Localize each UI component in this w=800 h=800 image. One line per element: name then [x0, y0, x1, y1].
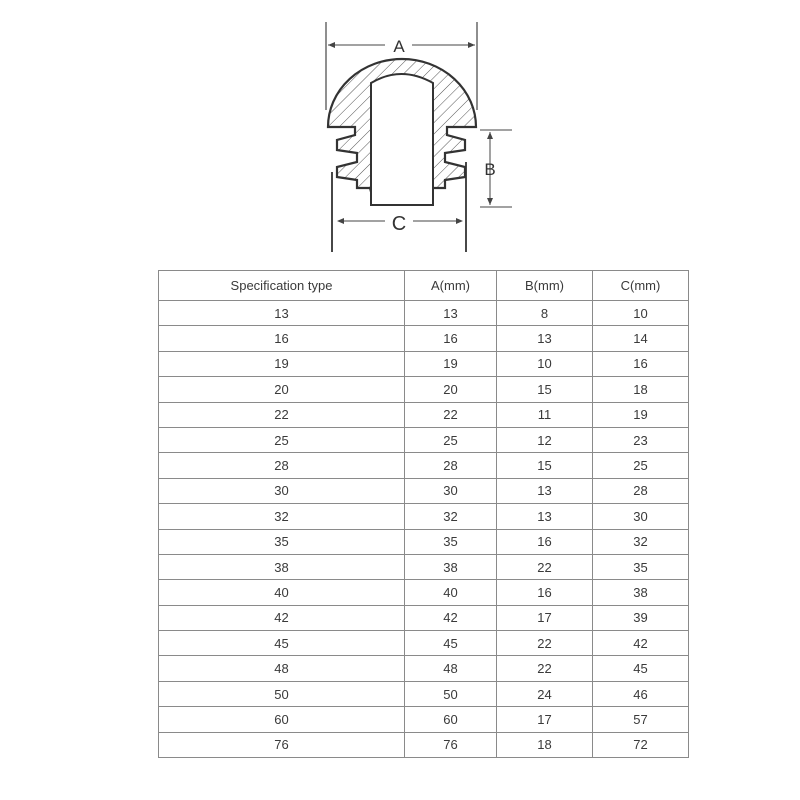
cell-spec-type: 30	[159, 478, 405, 503]
table-row	[159, 351, 689, 376]
cell-b-mm: 11	[497, 402, 593, 427]
cell-c-mm: 19	[593, 402, 689, 427]
table-row	[159, 707, 689, 732]
cell-b-mm: 17	[497, 707, 593, 732]
cell-spec-type: 38	[159, 554, 405, 579]
cell-spec-type: 42	[159, 605, 405, 630]
cell-a-mm: 40	[405, 580, 497, 605]
cell-a-mm: 45	[405, 631, 497, 656]
cell-spec-type: 19	[159, 351, 405, 376]
cell-c-mm: 23	[593, 427, 689, 452]
cell-spec-type: 32	[159, 504, 405, 529]
cell-spec-type: 40	[159, 580, 405, 605]
table-row	[159, 656, 689, 681]
cell-spec-type: 45	[159, 631, 405, 656]
cell-a-mm: 22	[405, 402, 497, 427]
dim-b-label: B	[484, 160, 496, 179]
table-row	[159, 326, 689, 351]
cell-a-mm: 42	[405, 605, 497, 630]
table-row	[159, 732, 689, 757]
specification-table	[158, 270, 689, 758]
table-row	[159, 681, 689, 706]
cell-spec-type: 76	[159, 732, 405, 757]
cell-spec-type: 48	[159, 656, 405, 681]
table-row	[159, 377, 689, 402]
cell-spec-type: 35	[159, 529, 405, 554]
cell-b-mm: 22	[497, 554, 593, 579]
table-row	[159, 580, 689, 605]
table-row	[159, 554, 689, 579]
table-header-row	[159, 271, 689, 301]
cell-c-mm: 42	[593, 631, 689, 656]
cell-a-mm: 19	[405, 351, 497, 376]
header-b-mm: B(mm)	[497, 271, 593, 301]
table-row	[159, 631, 689, 656]
cell-c-mm: 28	[593, 478, 689, 503]
header-spec-type: Specification type	[159, 271, 405, 301]
cell-c-mm: 39	[593, 605, 689, 630]
cell-b-mm: 8	[497, 301, 593, 326]
cell-a-mm: 13	[405, 301, 497, 326]
cell-spec-type: 13	[159, 301, 405, 326]
cell-b-mm: 16	[497, 529, 593, 554]
cell-a-mm: 38	[405, 554, 497, 579]
cell-c-mm: 18	[593, 377, 689, 402]
cell-c-mm: 45	[593, 656, 689, 681]
cell-spec-type: 25	[159, 427, 405, 452]
cell-c-mm: 25	[593, 453, 689, 478]
cell-a-mm: 30	[405, 478, 497, 503]
cell-spec-type: 22	[159, 402, 405, 427]
cell-spec-type: 50	[159, 681, 405, 706]
table-row	[159, 529, 689, 554]
cell-b-mm: 13	[497, 478, 593, 503]
cell-a-mm: 16	[405, 326, 497, 351]
cell-b-mm: 12	[497, 427, 593, 452]
cell-b-mm: 17	[497, 605, 593, 630]
cell-b-mm: 13	[497, 326, 593, 351]
cell-b-mm: 24	[497, 681, 593, 706]
table-row	[159, 402, 689, 427]
table-row	[159, 301, 689, 326]
cell-c-mm: 14	[593, 326, 689, 351]
header-a-mm: A(mm)	[405, 271, 497, 301]
cell-c-mm: 30	[593, 504, 689, 529]
cell-b-mm: 10	[497, 351, 593, 376]
header-c-mm: C(mm)	[593, 271, 689, 301]
cell-c-mm: 72	[593, 732, 689, 757]
cell-a-mm: 60	[405, 707, 497, 732]
cell-a-mm: 32	[405, 504, 497, 529]
cell-b-mm: 22	[497, 631, 593, 656]
cell-b-mm: 15	[497, 377, 593, 402]
end-cap-drawing-icon	[310, 20, 520, 260]
cell-a-mm: 48	[405, 656, 497, 681]
cell-b-mm: 13	[497, 504, 593, 529]
cell-spec-type: 60	[159, 707, 405, 732]
cell-c-mm: 35	[593, 554, 689, 579]
cell-a-mm: 25	[405, 427, 497, 452]
cell-a-mm: 35	[405, 529, 497, 554]
cell-c-mm: 10	[593, 301, 689, 326]
cell-b-mm: 22	[497, 656, 593, 681]
cell-a-mm: 20	[405, 377, 497, 402]
dim-c-label: C	[391, 213, 407, 235]
cell-c-mm: 57	[593, 707, 689, 732]
cell-c-mm: 46	[593, 681, 689, 706]
table-row	[159, 427, 689, 452]
cell-a-mm: 50	[405, 681, 497, 706]
table-row	[159, 504, 689, 529]
table-row	[159, 605, 689, 630]
cell-a-mm: 28	[405, 453, 497, 478]
cell-c-mm: 32	[593, 529, 689, 554]
cell-spec-type: 20	[159, 377, 405, 402]
cell-b-mm: 15	[497, 453, 593, 478]
dim-a-label: A	[393, 37, 405, 56]
cell-c-mm: 38	[593, 580, 689, 605]
table-row	[159, 478, 689, 503]
cell-spec-type: 28	[159, 453, 405, 478]
cell-b-mm: 18	[497, 732, 593, 757]
table-row	[159, 453, 689, 478]
cell-a-mm: 76	[405, 732, 497, 757]
cell-b-mm: 16	[497, 580, 593, 605]
cell-spec-type: 16	[159, 326, 405, 351]
cell-c-mm: 16	[593, 351, 689, 376]
cap-diagram	[310, 20, 520, 260]
